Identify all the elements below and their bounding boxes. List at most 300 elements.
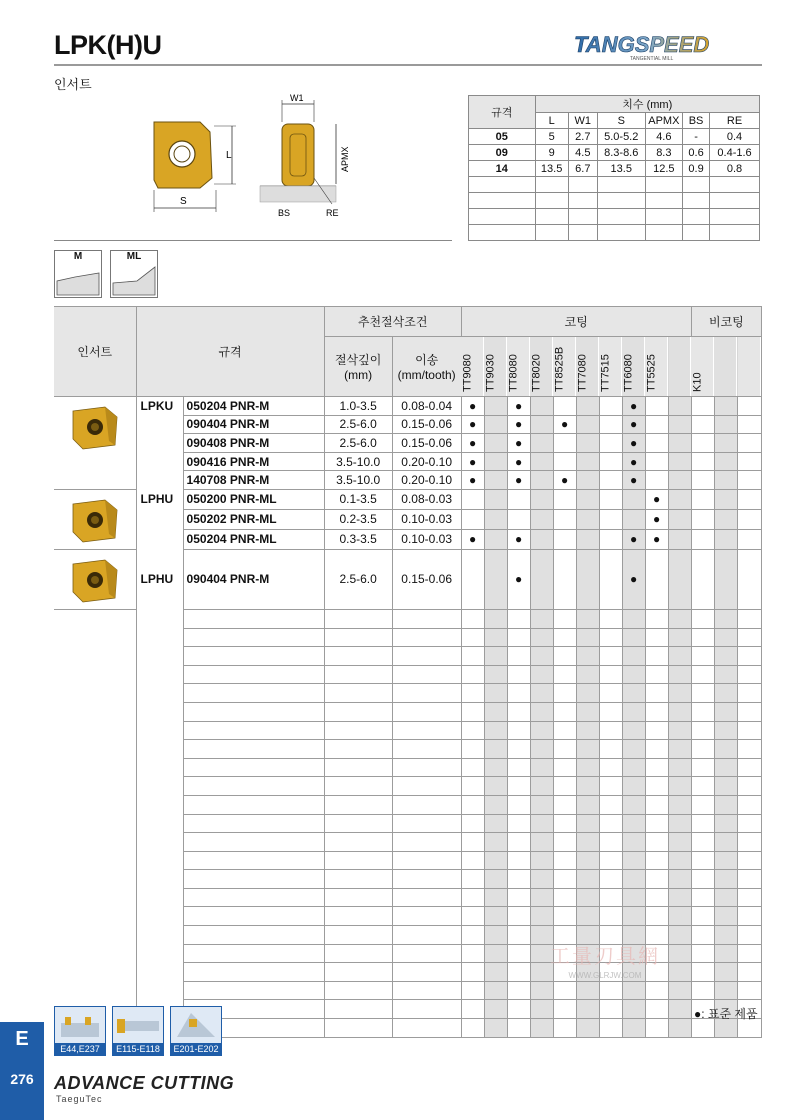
availability-mark: [668, 509, 691, 529]
availability-mark: [645, 397, 668, 416]
feed-cell: [392, 1019, 461, 1038]
ref-thumb-3[interactable]: E201-E202: [170, 1006, 222, 1056]
spec-cell: [183, 702, 324, 721]
dim-col-header: W1: [568, 113, 597, 129]
availability-mark: [576, 870, 599, 889]
feed-cell: [392, 647, 461, 666]
depth-cell: [324, 981, 392, 1000]
spec-cell: [183, 870, 324, 889]
spec-prefix: LPHU: [136, 549, 183, 609]
availability-mark: [668, 549, 691, 609]
feed-cell: [392, 926, 461, 945]
availability-mark: [691, 415, 714, 434]
spec-cell: [183, 926, 324, 945]
availability-mark: [530, 529, 553, 549]
spec-prefix: [136, 471, 183, 490]
spec-prefix: [136, 702, 183, 721]
insert-blank-cell: [54, 609, 136, 628]
availability-mark: [599, 981, 622, 1000]
spec-prefix: [136, 851, 183, 870]
dim-value-cell: 0.9: [683, 161, 710, 177]
availability-mark: [714, 981, 737, 1000]
insert-blank-cell: [54, 963, 136, 982]
availability-mark: [530, 870, 553, 889]
availability-mark: [553, 452, 576, 471]
spec-prefix: [136, 665, 183, 684]
availability-mark: [553, 814, 576, 833]
insert-blank-cell: [54, 647, 136, 666]
spec-cell: [183, 963, 324, 982]
availability-mark: [622, 702, 645, 721]
availability-mark: [714, 926, 737, 945]
availability-mark: [507, 795, 530, 814]
availability-mark: [530, 740, 553, 759]
availability-mark: [507, 907, 530, 926]
availability-mark: [507, 870, 530, 889]
spec-cell: 050204 PNR-M: [183, 397, 324, 416]
availability-mark: [507, 684, 530, 703]
spec-prefix: [136, 628, 183, 647]
availability-mark: [714, 609, 737, 628]
availability-mark: [461, 647, 484, 666]
availability-mark: [714, 851, 737, 870]
availability-mark: [737, 758, 761, 777]
availability-mark: [530, 888, 553, 907]
section-rule: [54, 240, 452, 241]
spec-cell: [183, 609, 324, 628]
availability-mark: [599, 684, 622, 703]
availability-mark: [461, 721, 484, 740]
dim-value-cell: [597, 193, 645, 209]
spec-cell: 140708 PNR-M: [183, 471, 324, 490]
feed-cell: [392, 888, 461, 907]
spec-cell: [183, 758, 324, 777]
availability-mark: [714, 777, 737, 796]
availability-mark: [576, 721, 599, 740]
availability-mark: ●: [622, 452, 645, 471]
availability-mark: [714, 452, 737, 471]
spec-prefix: [136, 814, 183, 833]
availability-mark: ●: [622, 549, 645, 609]
availability-mark: [737, 740, 761, 759]
availability-mark: [553, 529, 576, 549]
availability-mark: ●: [507, 549, 530, 609]
availability-mark: [691, 609, 714, 628]
grade-header-cell: K10: [691, 337, 714, 397]
spec-cell: 050204 PNR-ML: [183, 529, 324, 549]
availability-mark: [507, 851, 530, 870]
availability-mark: [484, 452, 507, 471]
dim-grade-header: 규격: [469, 96, 536, 129]
availability-mark: [484, 833, 507, 852]
availability-mark: [622, 795, 645, 814]
availability-mark: [645, 870, 668, 889]
svg-text:S: S: [180, 196, 187, 207]
availability-mark: [530, 1000, 553, 1019]
availability-mark: [553, 758, 576, 777]
availability-mark: [530, 647, 553, 666]
availability-mark: [576, 509, 599, 529]
availability-mark: [622, 665, 645, 684]
dim-value-cell: [645, 193, 682, 209]
availability-mark: [714, 833, 737, 852]
availability-mark: [668, 888, 691, 907]
availability-mark: [461, 907, 484, 926]
availability-mark: [484, 981, 507, 1000]
availability-mark: [553, 434, 576, 453]
availability-mark: [507, 777, 530, 796]
insert-blank-cell: [54, 981, 136, 1000]
feed-header: 이송 (mm/tooth): [392, 337, 461, 397]
dim-value-cell: [710, 193, 760, 209]
spec-prefix: [136, 434, 183, 453]
availability-mark: ●: [622, 415, 645, 434]
dim-value-cell: [710, 209, 760, 225]
availability-mark: [668, 1000, 691, 1019]
insert-header: 인서트: [54, 307, 136, 397]
availability-mark: [553, 907, 576, 926]
availability-mark: [576, 609, 599, 628]
availability-mark: [507, 740, 530, 759]
spec-cell: [183, 628, 324, 647]
availability-mark: [576, 740, 599, 759]
feed-cell: [392, 628, 461, 647]
dim-value-cell: [597, 225, 645, 241]
uncoated-header: 비코팅: [691, 307, 761, 337]
availability-mark: [691, 981, 714, 1000]
depth-cell: [324, 1000, 392, 1019]
availability-mark: [484, 963, 507, 982]
availability-mark: [714, 721, 737, 740]
availability-mark: [461, 1000, 484, 1019]
depth-cell: 2.5-6.0: [324, 434, 392, 453]
availability-mark: [737, 981, 761, 1000]
availability-mark: [622, 888, 645, 907]
dim-value-cell: 8.3: [645, 145, 682, 161]
availability-mark: [599, 665, 622, 684]
availability-mark: [530, 397, 553, 416]
grade-header-cell: TT9080: [461, 337, 484, 397]
availability-mark: [484, 684, 507, 703]
availability-mark: ●: [507, 452, 530, 471]
availability-mark: [668, 851, 691, 870]
availability-mark: [599, 397, 622, 416]
availability-mark: [668, 415, 691, 434]
dim-value-cell: [710, 225, 760, 241]
availability-mark: [668, 758, 691, 777]
availability-mark: [668, 647, 691, 666]
spec-prefix: [136, 926, 183, 945]
availability-mark: [576, 907, 599, 926]
availability-mark: [530, 434, 553, 453]
availability-mark: [691, 795, 714, 814]
feed-cell: 0.15-0.06: [392, 549, 461, 609]
availability-mark: [714, 684, 737, 703]
availability-mark: [691, 471, 714, 490]
depth-cell: 2.5-6.0: [324, 549, 392, 609]
dim-value-cell: 5.0-5.2: [597, 129, 645, 145]
dim-value-cell: 12.5: [645, 161, 682, 177]
availability-mark: [645, 665, 668, 684]
availability-mark: [553, 509, 576, 529]
depth-cell: [324, 647, 392, 666]
availability-mark: [553, 609, 576, 628]
availability-mark: [737, 795, 761, 814]
insert-blank-cell: [54, 665, 136, 684]
availability-mark: [461, 758, 484, 777]
availability-mark: [484, 434, 507, 453]
availability-mark: [461, 981, 484, 1000]
availability-mark: [530, 1019, 553, 1038]
availability-mark: [645, 740, 668, 759]
availability-mark: [553, 740, 576, 759]
dim-value-cell: [683, 209, 710, 225]
availability-mark: [622, 870, 645, 889]
svg-text:BS: BS: [278, 208, 291, 218]
watermark: 工量刃具網 WWW.GLRJW.COM: [550, 946, 660, 980]
availability-mark: [599, 907, 622, 926]
svg-text:W1: W1: [290, 93, 304, 103]
insert-blank-cell: [54, 814, 136, 833]
availability-mark: [737, 888, 761, 907]
availability-mark: [484, 777, 507, 796]
spec-cell: [183, 944, 324, 963]
availability-mark: [484, 814, 507, 833]
dim-grade-cell: [469, 225, 536, 241]
availability-mark: [668, 795, 691, 814]
availability-mark: [599, 434, 622, 453]
availability-mark: [484, 740, 507, 759]
availability-mark: [691, 509, 714, 529]
dim-grade-cell: [469, 177, 536, 193]
availability-mark: [484, 397, 507, 416]
availability-mark: [576, 758, 599, 777]
availability-mark: [714, 509, 737, 529]
feed-cell: [392, 944, 461, 963]
availability-mark: [622, 740, 645, 759]
availability-mark: ●: [645, 489, 668, 509]
feed-cell: [392, 833, 461, 852]
availability-mark: [714, 397, 737, 416]
insert-blank-cell: [54, 833, 136, 852]
brand-logo: ADVANCE CUTTING: [54, 1073, 235, 1093]
svg-text:L: L: [226, 150, 232, 161]
spec-prefix: [136, 833, 183, 852]
availability-mark: [599, 833, 622, 852]
dim-value-cell: [645, 177, 682, 193]
dim-value-cell: 6.7: [568, 161, 597, 177]
dim-value-cell: 13.5: [597, 161, 645, 177]
availability-mark: [530, 758, 553, 777]
availability-mark: [461, 1019, 484, 1038]
availability-mark: [645, 647, 668, 666]
availability-mark: [737, 397, 761, 416]
availability-mark: ●: [507, 415, 530, 434]
availability-mark: [645, 981, 668, 1000]
availability-mark: [668, 926, 691, 945]
spec-prefix: [136, 944, 183, 963]
insert-top-view: [154, 122, 236, 212]
availability-mark: [622, 489, 645, 509]
page-number: 276: [10, 1071, 34, 1087]
availability-mark: [461, 549, 484, 609]
availability-mark: [461, 489, 484, 509]
availability-mark: [576, 833, 599, 852]
ref-thumb-1[interactable]: E44,E237: [54, 1006, 106, 1056]
availability-mark: [668, 702, 691, 721]
availability-mark: [645, 415, 668, 434]
availability-mark: [622, 628, 645, 647]
availability-mark: [668, 489, 691, 509]
spec-prefix: [136, 740, 183, 759]
availability-mark: [645, 434, 668, 453]
availability-mark: [576, 1019, 599, 1038]
availability-mark: [622, 814, 645, 833]
spec-prefix: [136, 684, 183, 703]
availability-mark: [737, 721, 761, 740]
availability-mark: [668, 721, 691, 740]
feed-cell: [392, 758, 461, 777]
availability-mark: [576, 628, 599, 647]
availability-mark: [645, 851, 668, 870]
availability-mark: [714, 628, 737, 647]
availability-mark: [737, 684, 761, 703]
availability-mark: [714, 795, 737, 814]
availability-mark: [599, 851, 622, 870]
availability-mark: [691, 944, 714, 963]
availability-mark: ●: [507, 471, 530, 490]
insert-blank-cell: [54, 870, 136, 889]
availability-mark: [599, 795, 622, 814]
availability-mark: [691, 397, 714, 416]
feed-cell: [392, 1000, 461, 1019]
availability-mark: ●: [507, 397, 530, 416]
spec-header: 규격: [136, 307, 324, 397]
availability-mark: [530, 777, 553, 796]
spec-prefix: LPHU: [136, 489, 183, 509]
feed-cell: [392, 702, 461, 721]
availability-mark: [461, 944, 484, 963]
grade-header-cell: TT9030: [484, 337, 507, 397]
availability-mark: [530, 509, 553, 529]
availability-mark: [576, 452, 599, 471]
feed-cell: [392, 609, 461, 628]
insert-blank-cell: [54, 721, 136, 740]
dim-group-header: 치수 (mm): [535, 96, 760, 113]
availability-mark: [737, 851, 761, 870]
dim-value-cell: 4.5: [568, 145, 597, 161]
spec-cell: [183, 647, 324, 666]
depth-cell: 1.0-3.5: [324, 397, 392, 416]
dim-col-header: L: [535, 113, 568, 129]
depth-cell: [324, 926, 392, 945]
availability-mark: ●: [553, 471, 576, 490]
insert-image: [54, 549, 136, 609]
spec-cell: [183, 888, 324, 907]
availability-mark: [553, 833, 576, 852]
availability-mark: [599, 702, 622, 721]
availability-mark: [484, 609, 507, 628]
availability-mark: [576, 888, 599, 907]
availability-mark: [668, 609, 691, 628]
dim-value-cell: 8.3-8.6: [597, 145, 645, 161]
depth-cell: [324, 665, 392, 684]
availability-mark: [461, 740, 484, 759]
spec-cell: [183, 795, 324, 814]
availability-mark: [553, 684, 576, 703]
depth-cell: [324, 870, 392, 889]
spec-prefix: [136, 795, 183, 814]
depth-cell: [324, 795, 392, 814]
grade-header-cell: [714, 337, 737, 397]
insert-blank-cell: [54, 777, 136, 796]
ref-thumb-2[interactable]: E115-E118: [112, 1006, 164, 1056]
availability-mark: [553, 1000, 576, 1019]
availability-mark: [691, 851, 714, 870]
spec-prefix: LPKU: [136, 397, 183, 416]
availability-mark: [507, 981, 530, 1000]
availability-mark: [691, 888, 714, 907]
spec-prefix: [136, 509, 183, 529]
availability-mark: [645, 833, 668, 852]
grade-table: [54, 306, 762, 1038]
availability-mark: [691, 926, 714, 945]
availability-mark: [737, 509, 761, 529]
availability-mark: [576, 529, 599, 549]
insert-blank-cell: [54, 795, 136, 814]
availability-mark: [622, 758, 645, 777]
spec-cell: [183, 907, 324, 926]
availability-mark: [691, 777, 714, 796]
availability-mark: [599, 721, 622, 740]
availability-mark: [737, 549, 761, 609]
availability-mark: [714, 665, 737, 684]
dim-grade-cell: 14: [469, 161, 536, 177]
availability-mark: [553, 397, 576, 416]
spec-cell: 050202 PNR-ML: [183, 509, 324, 529]
availability-mark: [599, 888, 622, 907]
availability-mark: [461, 795, 484, 814]
feed-cell: [392, 963, 461, 982]
depth-cell: [324, 851, 392, 870]
dim-value-cell: [597, 177, 645, 193]
availability-mark: [553, 702, 576, 721]
availability-mark: [599, 489, 622, 509]
dim-value-cell: -: [683, 129, 710, 145]
grade-header-cell: TT6080: [622, 337, 645, 397]
availability-mark: [622, 509, 645, 529]
availability-mark: [668, 963, 691, 982]
availability-mark: [576, 397, 599, 416]
availability-mark: [484, 628, 507, 647]
availability-mark: [622, 609, 645, 628]
availability-mark: [553, 628, 576, 647]
availability-mark: [645, 721, 668, 740]
grade-header-cell: TT8080: [507, 337, 530, 397]
chipbreaker-m-icon: M: [54, 250, 102, 298]
availability-mark: [530, 851, 553, 870]
availability-mark: [507, 665, 530, 684]
depth-cell: [324, 758, 392, 777]
availability-mark: [691, 721, 714, 740]
availability-mark: [461, 509, 484, 529]
availability-mark: [737, 628, 761, 647]
cutting-conditions-header: 추천절삭조건: [324, 307, 461, 337]
availability-mark: [530, 833, 553, 852]
availability-mark: [484, 665, 507, 684]
availability-mark: [599, 740, 622, 759]
availability-mark: [691, 529, 714, 549]
